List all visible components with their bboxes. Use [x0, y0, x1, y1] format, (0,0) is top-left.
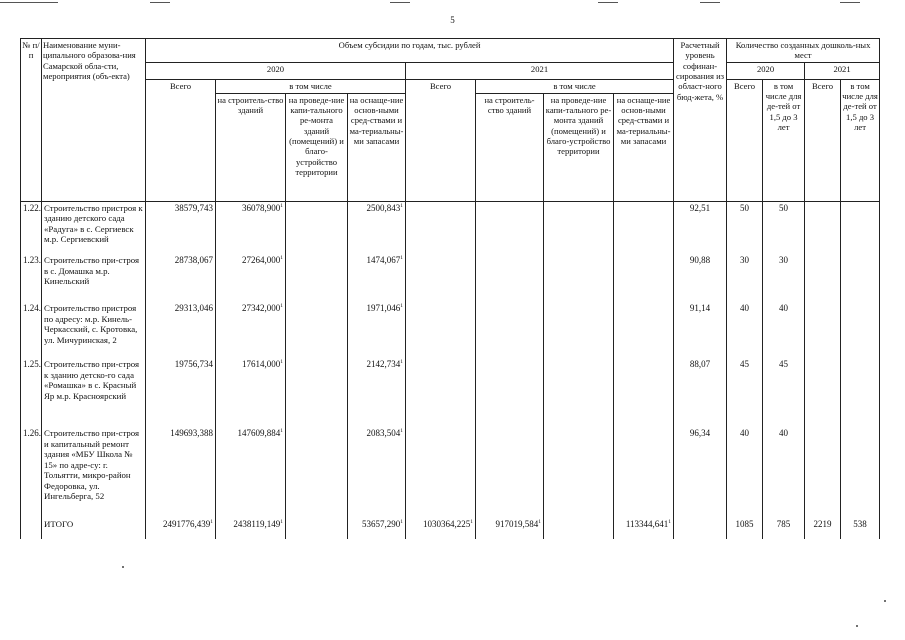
footnote-mark: 1 [280, 519, 283, 526]
cell-places-2020: 45 [727, 358, 763, 427]
cell-repair-2021 [544, 302, 614, 358]
footnote-mark: 1 [470, 519, 473, 526]
cell-total-2021 [406, 427, 476, 517]
cell-places-2020: 1085 [727, 517, 763, 539]
footnote-mark: 1 [280, 255, 283, 262]
cell-rate: 92,51 [674, 201, 727, 254]
total-label: ИТОГО [42, 517, 146, 539]
cell-children-2020: 45 [763, 358, 805, 427]
cell-construction-2021: 917019,584$^1$ [476, 517, 544, 539]
cell-equip-2021 [614, 358, 674, 427]
cell-equip-2020: 53657,290$^1$ [348, 517, 406, 539]
cell-repair-2021 [544, 201, 614, 254]
cell-children-2021 [841, 427, 880, 517]
top-edge-mark [150, 2, 170, 3]
col-header-repair-2021: на проведе-ние капи-тального ре-монта зданий (помещений) и благо-устройство территории [544, 93, 614, 201]
col-header-total-2021: Всего [406, 79, 476, 201]
footnote-mark: 1 [280, 359, 283, 366]
cell-construction-2020: 17614,000$^1$ [216, 358, 286, 427]
cell-rate: 91,14 [674, 302, 727, 358]
cell-total-2021 [406, 302, 476, 358]
table-row [21, 254, 880, 302]
cell-total-2020: 149693,388 [146, 427, 216, 517]
footnote-mark: 1 [280, 202, 283, 209]
cell-rate: 90,88 [674, 254, 727, 302]
cell-places-2021 [805, 201, 841, 254]
cell-construction-2021 [476, 254, 544, 302]
top-edge-mark [840, 2, 860, 3]
cell-construction-2020: 27264,000$^1$ [216, 254, 286, 302]
cell-rate: 96,34 [674, 427, 727, 517]
col-header-construction-2021: на строитель-ство зданий [476, 93, 544, 201]
cell-equip-2021 [614, 254, 674, 302]
cell-construction-2021 [476, 358, 544, 427]
col-header-including-2021: в том числе [476, 79, 674, 93]
cell-total-2020: 28738,067 [146, 254, 216, 302]
cell-children-2021 [841, 201, 880, 254]
cell-total-2020: 38579,743 [146, 201, 216, 254]
cell-equip-2021 [614, 302, 674, 358]
col-header-places-total-2020: Всего [727, 79, 763, 201]
cell-children-2021 [841, 254, 880, 302]
cell-children-2020: 785 [763, 517, 805, 539]
cell-total-2021 [406, 254, 476, 302]
table-row [21, 427, 880, 517]
col-header-year-2020: 2020 [146, 62, 406, 79]
cell-children-2021 [841, 302, 880, 358]
col-header-total-2020: Всего [146, 79, 216, 201]
cell-construction-2020: 36078,900$^1$ [216, 201, 286, 254]
cell-children-2020: 40 [763, 302, 805, 358]
footnote-mark: 1 [400, 519, 403, 526]
cell-total-2020: 19756,734 [146, 358, 216, 427]
col-header-no: № п/п [21, 39, 42, 202]
total-row [21, 517, 880, 539]
cell-places-2020: 30 [727, 254, 763, 302]
cell-rate [674, 517, 727, 539]
subsidy-table [20, 38, 880, 539]
col-header-equip-2021: на оснаще-ние основ-ными сред-ствами и ма-териальны-ми запасами [614, 93, 674, 201]
cell-repair-2020 [286, 427, 348, 517]
cell-construction-2020: 147609,884$^1$ [216, 427, 286, 517]
cell-total-2021 [406, 201, 476, 254]
cell-repair-2021 [544, 254, 614, 302]
cell-total-2021 [406, 358, 476, 427]
cell-children-2020: 30 [763, 254, 805, 302]
table-row [21, 302, 880, 358]
row-name: Строительство при-строя и капитальный ремонт здания «МБУ Школа № 15» по адре-су: г. Тольятти, микро-район Федоровка, ул. Ингельберга, 52 [42, 427, 146, 517]
cell-places-2020: 40 [727, 302, 763, 358]
footnote-mark: 1 [400, 428, 403, 435]
col-header-construction-2020: на строитель-ство зданий [216, 93, 286, 201]
cell-equip-2021 [614, 201, 674, 254]
top-edge-mark [700, 2, 720, 3]
col-header-equip-2020: на оснаще-ние основ-ными сред-ствами и ма-териальны-ми запасами [348, 93, 406, 201]
cell-equip-2020: 1971,046$^1$ [348, 302, 406, 358]
cell-equip-2020: 2500,843$^1$ [348, 201, 406, 254]
footnote-mark: 1 [400, 359, 403, 366]
row-name: Строительство пристроя к зданию детского сада «Радуга» в с. Сергиевск м.р. Сергиевский [42, 201, 146, 254]
col-header-name: Наименование муни-ципального образова-ния Самарской обла-сти, мероприятия (объ-екта) [42, 39, 146, 202]
row-number [21, 517, 42, 539]
footnote-mark: 1 [538, 519, 541, 526]
footnote-mark: 1 [210, 519, 213, 526]
row-number: 1.22. [21, 201, 42, 254]
scan-speck [122, 566, 124, 568]
cell-places-2021 [805, 254, 841, 302]
col-header-year-2021: 2021 [406, 62, 674, 79]
cell-repair-2021 [544, 358, 614, 427]
scan-speck [884, 600, 886, 602]
cell-total-2020: 29313,046 [146, 302, 216, 358]
col-header-places-total-2021: Всего [805, 79, 841, 201]
cell-repair-2020 [286, 517, 348, 539]
cell-equip-2021: 113344,641$^1$ [614, 517, 674, 539]
cell-repair-2021 [544, 427, 614, 517]
cell-construction-2020: 27342,000$^1$ [216, 302, 286, 358]
cell-construction-2021 [476, 201, 544, 254]
footnote-mark: 1 [400, 303, 403, 310]
cell-places-2021 [805, 358, 841, 427]
row-name: Строительство при-строя к зданию детско-го сада «Ромашка» в с. Красный Яр м.р. Красноярский [42, 358, 146, 427]
scan-speck [856, 625, 858, 627]
footnote-mark: 1 [400, 255, 403, 262]
row-number: 1.25. [21, 358, 42, 427]
cell-construction-2021 [476, 302, 544, 358]
cell-places-2021 [805, 302, 841, 358]
top-edge-mark [598, 2, 618, 3]
table-row [21, 201, 880, 254]
cell-repair-2020 [286, 302, 348, 358]
col-header-children-2020: в том числе для де-тей от 1,5 до 3 лет [763, 79, 805, 201]
row-number: 1.26. [21, 427, 42, 517]
cell-construction-2021 [476, 427, 544, 517]
row-name: Строительство пристроя по адресу: м.р. Кинель-Черкасский, с. Кротовка, ул. Мичуринская, 2 [42, 302, 146, 358]
col-header-places-year-2021: 2021 [805, 62, 880, 79]
cell-repair-2020 [286, 254, 348, 302]
col-header-children-2021: в том числе для де-тей от 1,5 до 3 лет [841, 79, 880, 201]
cell-children-2021 [841, 358, 880, 427]
cell-equip-2020: 2142,734$^1$ [348, 358, 406, 427]
col-header-rate: Расчетный уровень софинан-сирования из област-ного бюд-жета, % [674, 39, 727, 202]
col-header-places: Количество созданных дошколь-ных мест [727, 39, 880, 63]
col-header-places-year-2020: 2020 [727, 62, 805, 79]
cell-places-2021: 2219 [805, 517, 841, 539]
top-edge-mark [390, 2, 410, 3]
cell-children-2020: 40 [763, 427, 805, 517]
cell-children-2020: 50 [763, 201, 805, 254]
cell-repair-2020 [286, 358, 348, 427]
cell-total-2020: 2491776,439$^1$ [146, 517, 216, 539]
cell-places-2020: 50 [727, 201, 763, 254]
footnote-mark: 1 [400, 202, 403, 209]
top-edge-mark [0, 2, 58, 3]
footnote-mark: 1 [668, 519, 672, 526]
row-name: Строительство при-строя в с. Домашка м.р. Кинельский [42, 254, 146, 302]
table-row [21, 358, 880, 427]
cell-rate: 88,07 [674, 358, 727, 427]
cell-places-2021 [805, 427, 841, 517]
cell-repair-2020 [286, 201, 348, 254]
row-number: 1.24. [21, 302, 42, 358]
col-header-subsidy: Объем субсидии по годам, тыс. рублей [146, 39, 674, 63]
footnote-mark: 1 [280, 428, 283, 435]
cell-repair-2021 [544, 517, 614, 539]
row-number: 1.23. [21, 254, 42, 302]
cell-construction-2020: 2438119,149$^1$ [216, 517, 286, 539]
cell-equip-2020: 2083,504$^1$ [348, 427, 406, 517]
cell-places-2020: 40 [727, 427, 763, 517]
cell-equip-2020: 1474,067$^1$ [348, 254, 406, 302]
cell-equip-2021 [614, 427, 674, 517]
cell-children-2021: 538 [841, 517, 880, 539]
cell-total-2021: 1030364,225$^1$ [406, 517, 476, 539]
col-header-including-2020: в том числе [216, 79, 406, 93]
col-header-repair-2020: на проведе-ние капи-тального ре-монта зданий (помещений) и благо-устройство территории [286, 93, 348, 201]
page-number: 5 [450, 15, 455, 25]
footnote-mark: 1 [280, 303, 283, 310]
